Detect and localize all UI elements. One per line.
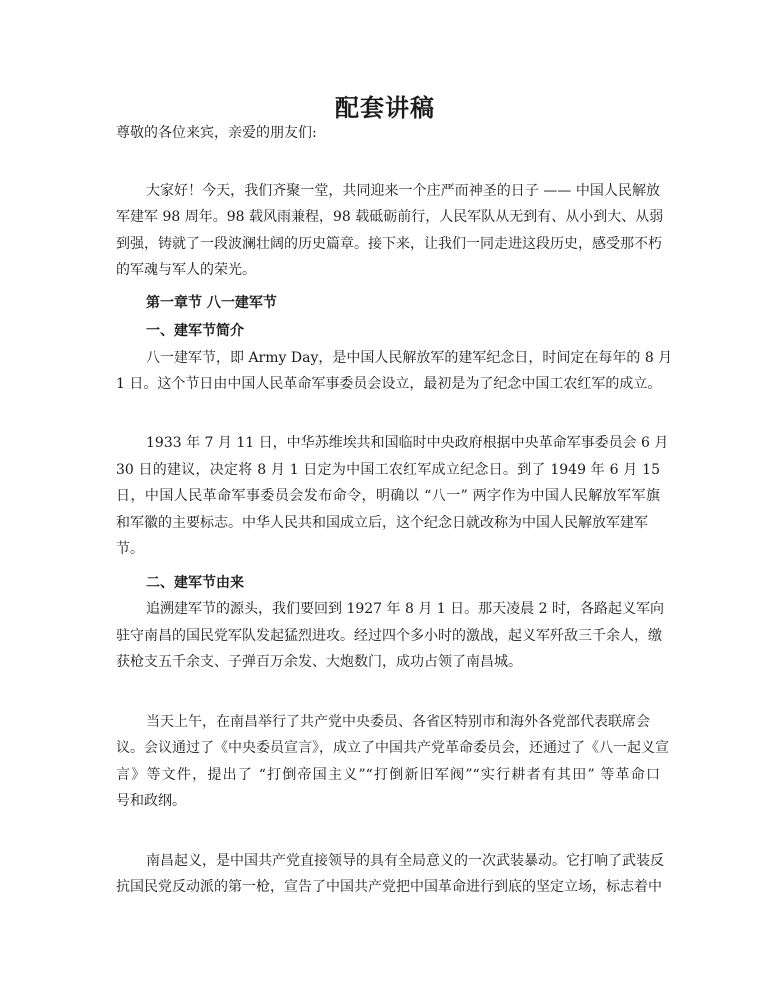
section2-para3-line-1: 南昌起义，是中国共产党直接领导的具有全局意义的一次武装暴动。它打响了武装反 bbox=[146, 853, 664, 869]
chapter-heading: 第一章节 八一建军节 bbox=[146, 295, 277, 311]
intro-line-4: 的军魂与军人的荣光。 bbox=[116, 262, 256, 278]
section1-para1-line-1: 八一建军节，即 Army Day，是中国人民解放军的建军纪念日，时间定在每年的 8 月 bbox=[146, 350, 673, 366]
section-heading-1: 一、建军节简介 bbox=[146, 323, 244, 339]
section2-para3-line-2: 抗国民党反动派的第一枪，宣告了中国共产党把中国革命进行到底的坚定立场，标志着中 bbox=[116, 879, 662, 895]
section2-para2-line-2: 议。会议通过了《中央委员宣言》，成立了中国共产党革命委员会，还通过了《八一起义宣 bbox=[116, 740, 669, 756]
section1-para1-line-2: 1 日。这个节日由中国人民革命军事委员会设立，最初是为了纪念中国工农红军的成立。 bbox=[116, 376, 662, 392]
section1-para2-line-5: 节。 bbox=[116, 541, 144, 557]
section1-para2-line-1: 1933 年 7 月 11 日，中华苏维埃共和国临时中央政府根据中央革命军事委员会 6 月 bbox=[146, 435, 669, 451]
section1-para2-line-4: 和军徽的主要标志。中华人民共和国成立后，这个纪念日就改称为中国人民解放军建军 bbox=[116, 515, 648, 531]
section2-para2-line-1: 当天上午，在南昌举行了共产党中央委员、各省区特别市和海外各党部代表联席会 bbox=[146, 714, 650, 730]
section2-para2-line-4: 号和政纲。 bbox=[116, 793, 186, 809]
section2-para2-line-3: 言》等文件，提出了 “打倒帝国主义”“打倒新旧军阀”“实行耕者有其田” 等革命口 bbox=[116, 767, 660, 783]
section1-para2-line-3: 日，中国人民革命军事委员会发布命令，明确以 “八一” 两字作为中国人民解放军军旗 bbox=[116, 488, 660, 504]
document-title: 配套讲稿 bbox=[335, 93, 435, 122]
intro-line-2: 军建军 98 周年。98 载风雨兼程，98 载砥砺前行，人民军队从无到有、从小到大、从弱 bbox=[116, 209, 664, 225]
section2-para1-line-2: 驻守南昌的国民党军队发起猛烈进攻。经过四个多小时的激战，起义军歼敌三千余人，缴 bbox=[116, 628, 662, 644]
section1-para2-line-2: 30 日的建议，决定将 8 月 1 日定为中国工农红军成立纪念日。到了 1949 年 6 月 15 bbox=[116, 462, 660, 478]
greeting-line: 尊敬的各位来宾，亲爱的朋友们: bbox=[116, 125, 317, 141]
section-heading-2: 二、建军节由来 bbox=[146, 575, 244, 591]
intro-line-3: 到强，铸就了一段波澜壮阔的历史篇章。接下来，让我们一同走进这段历史，感受那不朽 bbox=[116, 236, 662, 252]
intro-line-1: 大家好！今天，我们齐聚一堂，共同迎来一个庄严而神圣的日子 —— 中国人民解放 bbox=[146, 183, 660, 199]
section2-para1-line-1: 追溯建军节的源头，我们要回到 1927 年 8 月 1 日。那天凌晨 2 时，各路起义军向 bbox=[146, 601, 664, 617]
section2-para1-line-3: 获枪支五千余支、子弹百万余发、大炮数门，成功占领了南昌城。 bbox=[116, 654, 522, 670]
